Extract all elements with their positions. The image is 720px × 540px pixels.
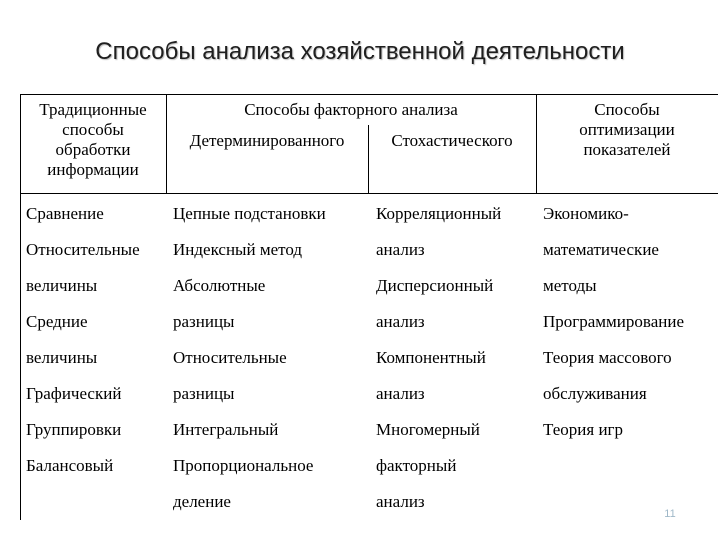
table-cell: величины bbox=[26, 348, 98, 367]
table-cell: Теория массового bbox=[543, 348, 672, 367]
table-cell: Абсолютные bbox=[173, 276, 266, 295]
header-line: Способы bbox=[594, 100, 660, 119]
table-cell: Теория игр bbox=[543, 420, 624, 439]
table-cell: Программирование bbox=[543, 312, 684, 331]
page-title: Способы анализа хозяйственной деятельности bbox=[95, 38, 625, 65]
header-line: оптимизации bbox=[579, 120, 675, 139]
table-top-border bbox=[20, 94, 718, 95]
table-cell: Компонентный bbox=[376, 348, 486, 367]
table-cell: Относительные bbox=[173, 348, 287, 367]
table-cell: методы bbox=[543, 276, 597, 295]
header-optimization-methods bbox=[536, 100, 718, 160]
header-line: Традиционные bbox=[39, 100, 147, 119]
header-line: обработки bbox=[55, 140, 131, 159]
header-factor-analysis: Способы факторного анализа bbox=[244, 100, 458, 119]
table-cell: разницы bbox=[173, 384, 235, 403]
table-cell: Относительные bbox=[26, 240, 140, 259]
table-cell: Корреляционный bbox=[376, 204, 502, 223]
table-cell: обслуживания bbox=[543, 384, 647, 403]
table-cell: разницы bbox=[173, 312, 235, 331]
table-cell: Балансовый bbox=[26, 456, 114, 475]
table-cell: Интегральный bbox=[173, 420, 279, 439]
table-cell: анализ bbox=[376, 312, 425, 331]
table-cell: Цепные подстановки bbox=[173, 204, 326, 223]
table-cell: величины bbox=[26, 276, 98, 295]
table-cell: Сравнение bbox=[26, 204, 104, 223]
table-cell: анализ bbox=[376, 384, 425, 403]
header-stochastic: Стохастического bbox=[391, 131, 513, 150]
table-cell: Индексный метод bbox=[173, 240, 302, 259]
table-cell: математические bbox=[543, 240, 659, 259]
table-cell: анализ bbox=[376, 492, 425, 511]
header-bottom-border bbox=[20, 193, 718, 194]
header-line: способы bbox=[62, 120, 124, 139]
table-cell: Экономико- bbox=[543, 204, 629, 223]
page-number: 11 bbox=[664, 508, 676, 520]
header-line: информации bbox=[47, 160, 139, 179]
table-cell: анализ bbox=[376, 240, 425, 259]
table-cell: Многомерный bbox=[376, 420, 480, 439]
header-line: показателей bbox=[583, 140, 671, 159]
table-cell: Пропорциональное bbox=[173, 456, 314, 475]
table-cell: Группировки bbox=[26, 420, 122, 439]
header-traditional-methods bbox=[20, 100, 166, 180]
table-cell: Средние bbox=[26, 312, 88, 331]
table-cell: деление bbox=[173, 492, 231, 511]
table-cell: факторный bbox=[376, 456, 457, 475]
header-deterministic: Детерминированного bbox=[189, 131, 345, 150]
table-cell: Дисперсионный bbox=[376, 276, 494, 295]
table-cell: Графический bbox=[26, 384, 122, 403]
